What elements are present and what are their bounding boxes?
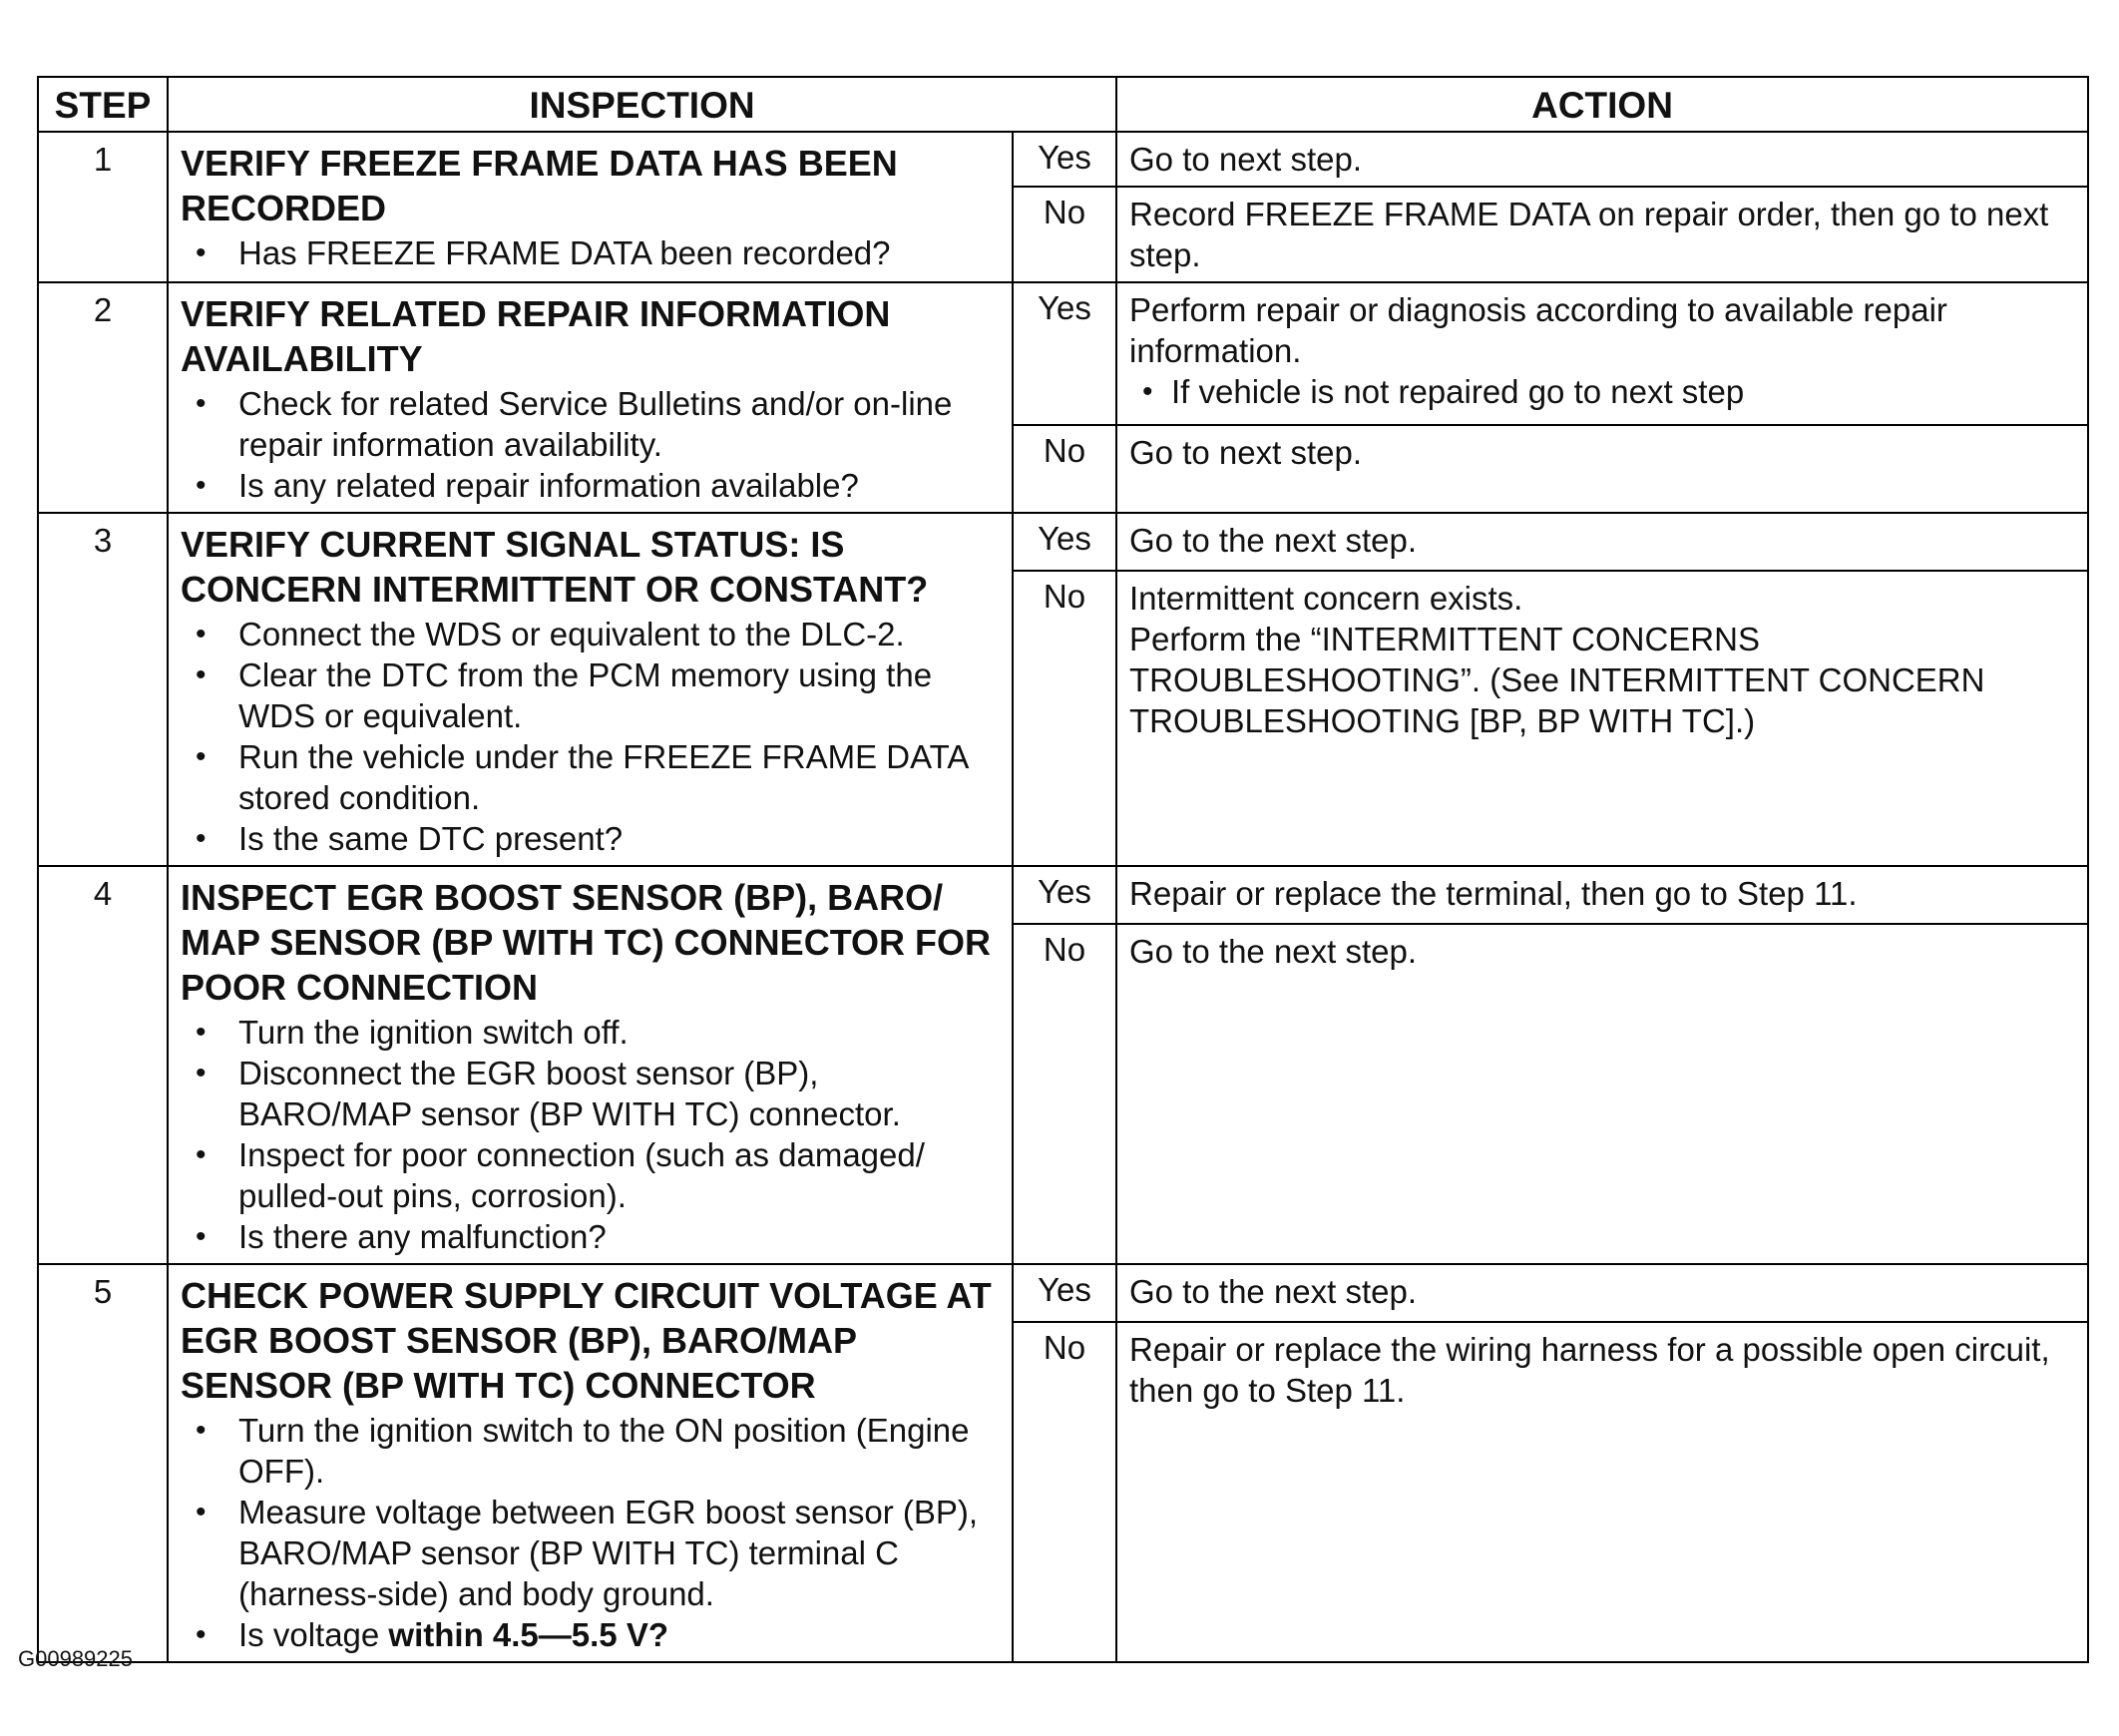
action-text: Repair or replace the wiring harness for a possible open circuit, then go to Step 11.: [1129, 1330, 2050, 1409]
inspection-cell: [168, 513, 1013, 866]
step-row-yes: [38, 132, 2088, 187]
inspection-bullet: • Is any related repair information available?: [181, 465, 1000, 506]
action-text: Record FREEZE FRAME DATA on repair order, then go to next step.: [1129, 196, 2049, 273]
action-bullet-list: [1129, 371, 2075, 412]
yes-action: [1116, 866, 2088, 924]
inspection-cell: [168, 866, 1013, 1264]
yes-action: [1116, 282, 2088, 425]
action-text: Go to the next step.: [1129, 1273, 1418, 1310]
step-row-yes: [38, 282, 2088, 425]
action-text: Go to next step.: [1129, 141, 1362, 178]
action-text: Go to next step.: [1129, 434, 1362, 472]
inspection-bullet: • Turn the ignition switch to the ON position (Engine OFF).: [181, 1410, 1000, 1492]
inspection-bullet: • Is there any malfunction?: [181, 1216, 1000, 1257]
step-number: 2: [38, 282, 168, 513]
step-number: 1: [38, 132, 168, 282]
no-action: [1116, 1322, 2088, 1662]
inspection-cell: [168, 1264, 1013, 1662]
yes-label: Yes: [1013, 1264, 1116, 1322]
inspection-cell: [168, 282, 1013, 513]
table-header-row: [38, 77, 2088, 132]
step-row-yes: [38, 866, 2088, 924]
header-inspection: INSPECTION: [168, 77, 1116, 132]
diagnostic-procedure-table: [37, 76, 2089, 1663]
figure-id: G00989225: [18, 1646, 133, 1671]
inspection-bullet-list: [181, 383, 1000, 506]
action-text: Go to the next step.: [1129, 522, 1418, 559]
no-label: No: [1013, 924, 1116, 1264]
yes-action: [1116, 513, 2088, 571]
no-action: [1116, 571, 2088, 866]
inspection-bullet-list: [181, 1012, 1000, 1257]
step-number: 3: [38, 513, 168, 866]
inspection-bullet: • Disconnect the EGR boost sensor (BP), BARO/MAP sensor (BP WITH TC) connector.: [181, 1053, 1000, 1134]
action-text: Perform the “INTERMITTENT CONCERNS TROUBLESHOOTING”. (See INTERMITTENT CONCERN TROUBLESHOOTING [BP, BP WITH TC].): [1129, 620, 1985, 739]
action-text: Perform repair or diagnosis according to available repair information.: [1129, 291, 1947, 369]
bullet-text: Is voltage: [238, 1616, 389, 1653]
inspection-bullet: • Connect the WDS or equivalent to the DLC-2.: [181, 614, 1000, 654]
inspection-bullet: • Inspect for poor connection (such as damaged/ pulled-out pins, corrosion).: [181, 1134, 1000, 1216]
header-action: ACTION: [1116, 77, 2088, 132]
inspection-bullet: [181, 1614, 1000, 1655]
step-row-yes: [38, 1264, 2088, 1322]
yes-label: Yes: [1013, 513, 1116, 571]
inspection-title: VERIFY RELATED REPAIR INFORMATION AVAILABILITY: [181, 293, 891, 379]
inspection-bullet: • Check for related Service Bulletins and/or on-line repair information availability.: [181, 383, 1000, 465]
no-label: No: [1013, 187, 1116, 282]
bullet-emphasis: within 4.5—5.5 V?: [388, 1616, 668, 1653]
step-number: 4: [38, 866, 168, 1264]
inspection-title: VERIFY CURRENT SIGNAL STATUS: IS CONCERN INTERMITTENT OR CONSTANT?: [181, 524, 929, 610]
no-action: [1116, 924, 2088, 1264]
inspection-bullet: • Has FREEZE FRAME DATA been recorded?: [181, 232, 1000, 273]
action-text: Repair or replace the terminal, then go to Step 11.: [1129, 875, 1858, 912]
no-label: No: [1013, 425, 1116, 513]
inspection-bullet: • Turn the ignition switch off.: [181, 1012, 1000, 1053]
header-step: STEP: [38, 77, 168, 132]
yes-label: Yes: [1013, 132, 1116, 187]
yes-label: Yes: [1013, 866, 1116, 924]
inspection-bullet-list: [181, 614, 1000, 859]
inspection-bullet: • Run the vehicle under the FREEZE FRAME DATA stored condition.: [181, 736, 1000, 818]
step-number: 5: [38, 1264, 168, 1662]
inspection-title: VERIFY FREEZE FRAME DATA HAS BEEN RECORDED: [181, 143, 898, 228]
inspection-bullet-list: [181, 1410, 1000, 1655]
inspection-bullet: • Is the same DTC present?: [181, 818, 1000, 859]
yes-label: Yes: [1013, 282, 1116, 425]
inspection-bullet-list: [181, 232, 1000, 273]
inspection-title: CHECK POWER SUPPLY CIRCUIT VOLTAGE AT EGR BOOST SENSOR (BP), BARO/MAP SENSOR (BP WITH TC) CONNECTOR: [181, 1275, 992, 1406]
no-label: No: [1013, 571, 1116, 866]
no-action: [1116, 425, 2088, 513]
no-label: No: [1013, 1322, 1116, 1662]
action-text: Go to the next step.: [1129, 932, 1418, 970]
action-text: Intermittent concern exists.: [1129, 579, 1523, 617]
inspection-bullet: • Clear the DTC from the PCM memory using the WDS or equivalent.: [181, 654, 1000, 736]
no-action: [1116, 187, 2088, 282]
inspection-cell: [168, 132, 1013, 282]
inspection-bullet: • Measure voltage between EGR boost sensor (BP), BARO/MAP sensor (BP WITH TC) terminal C (harness-side) and body ground.: [181, 1492, 1000, 1614]
step-row-yes: [38, 513, 2088, 571]
yes-action: [1116, 1264, 2088, 1322]
action-bullet: • If vehicle is not repaired go to next step: [1129, 371, 2075, 412]
yes-action: [1116, 132, 2088, 187]
inspection-title: INSPECT EGR BOOST SENSOR (BP), BARO/ MAP SENSOR (BP WITH TC) CONNECTOR FOR POOR CONNECTION: [181, 877, 992, 1008]
